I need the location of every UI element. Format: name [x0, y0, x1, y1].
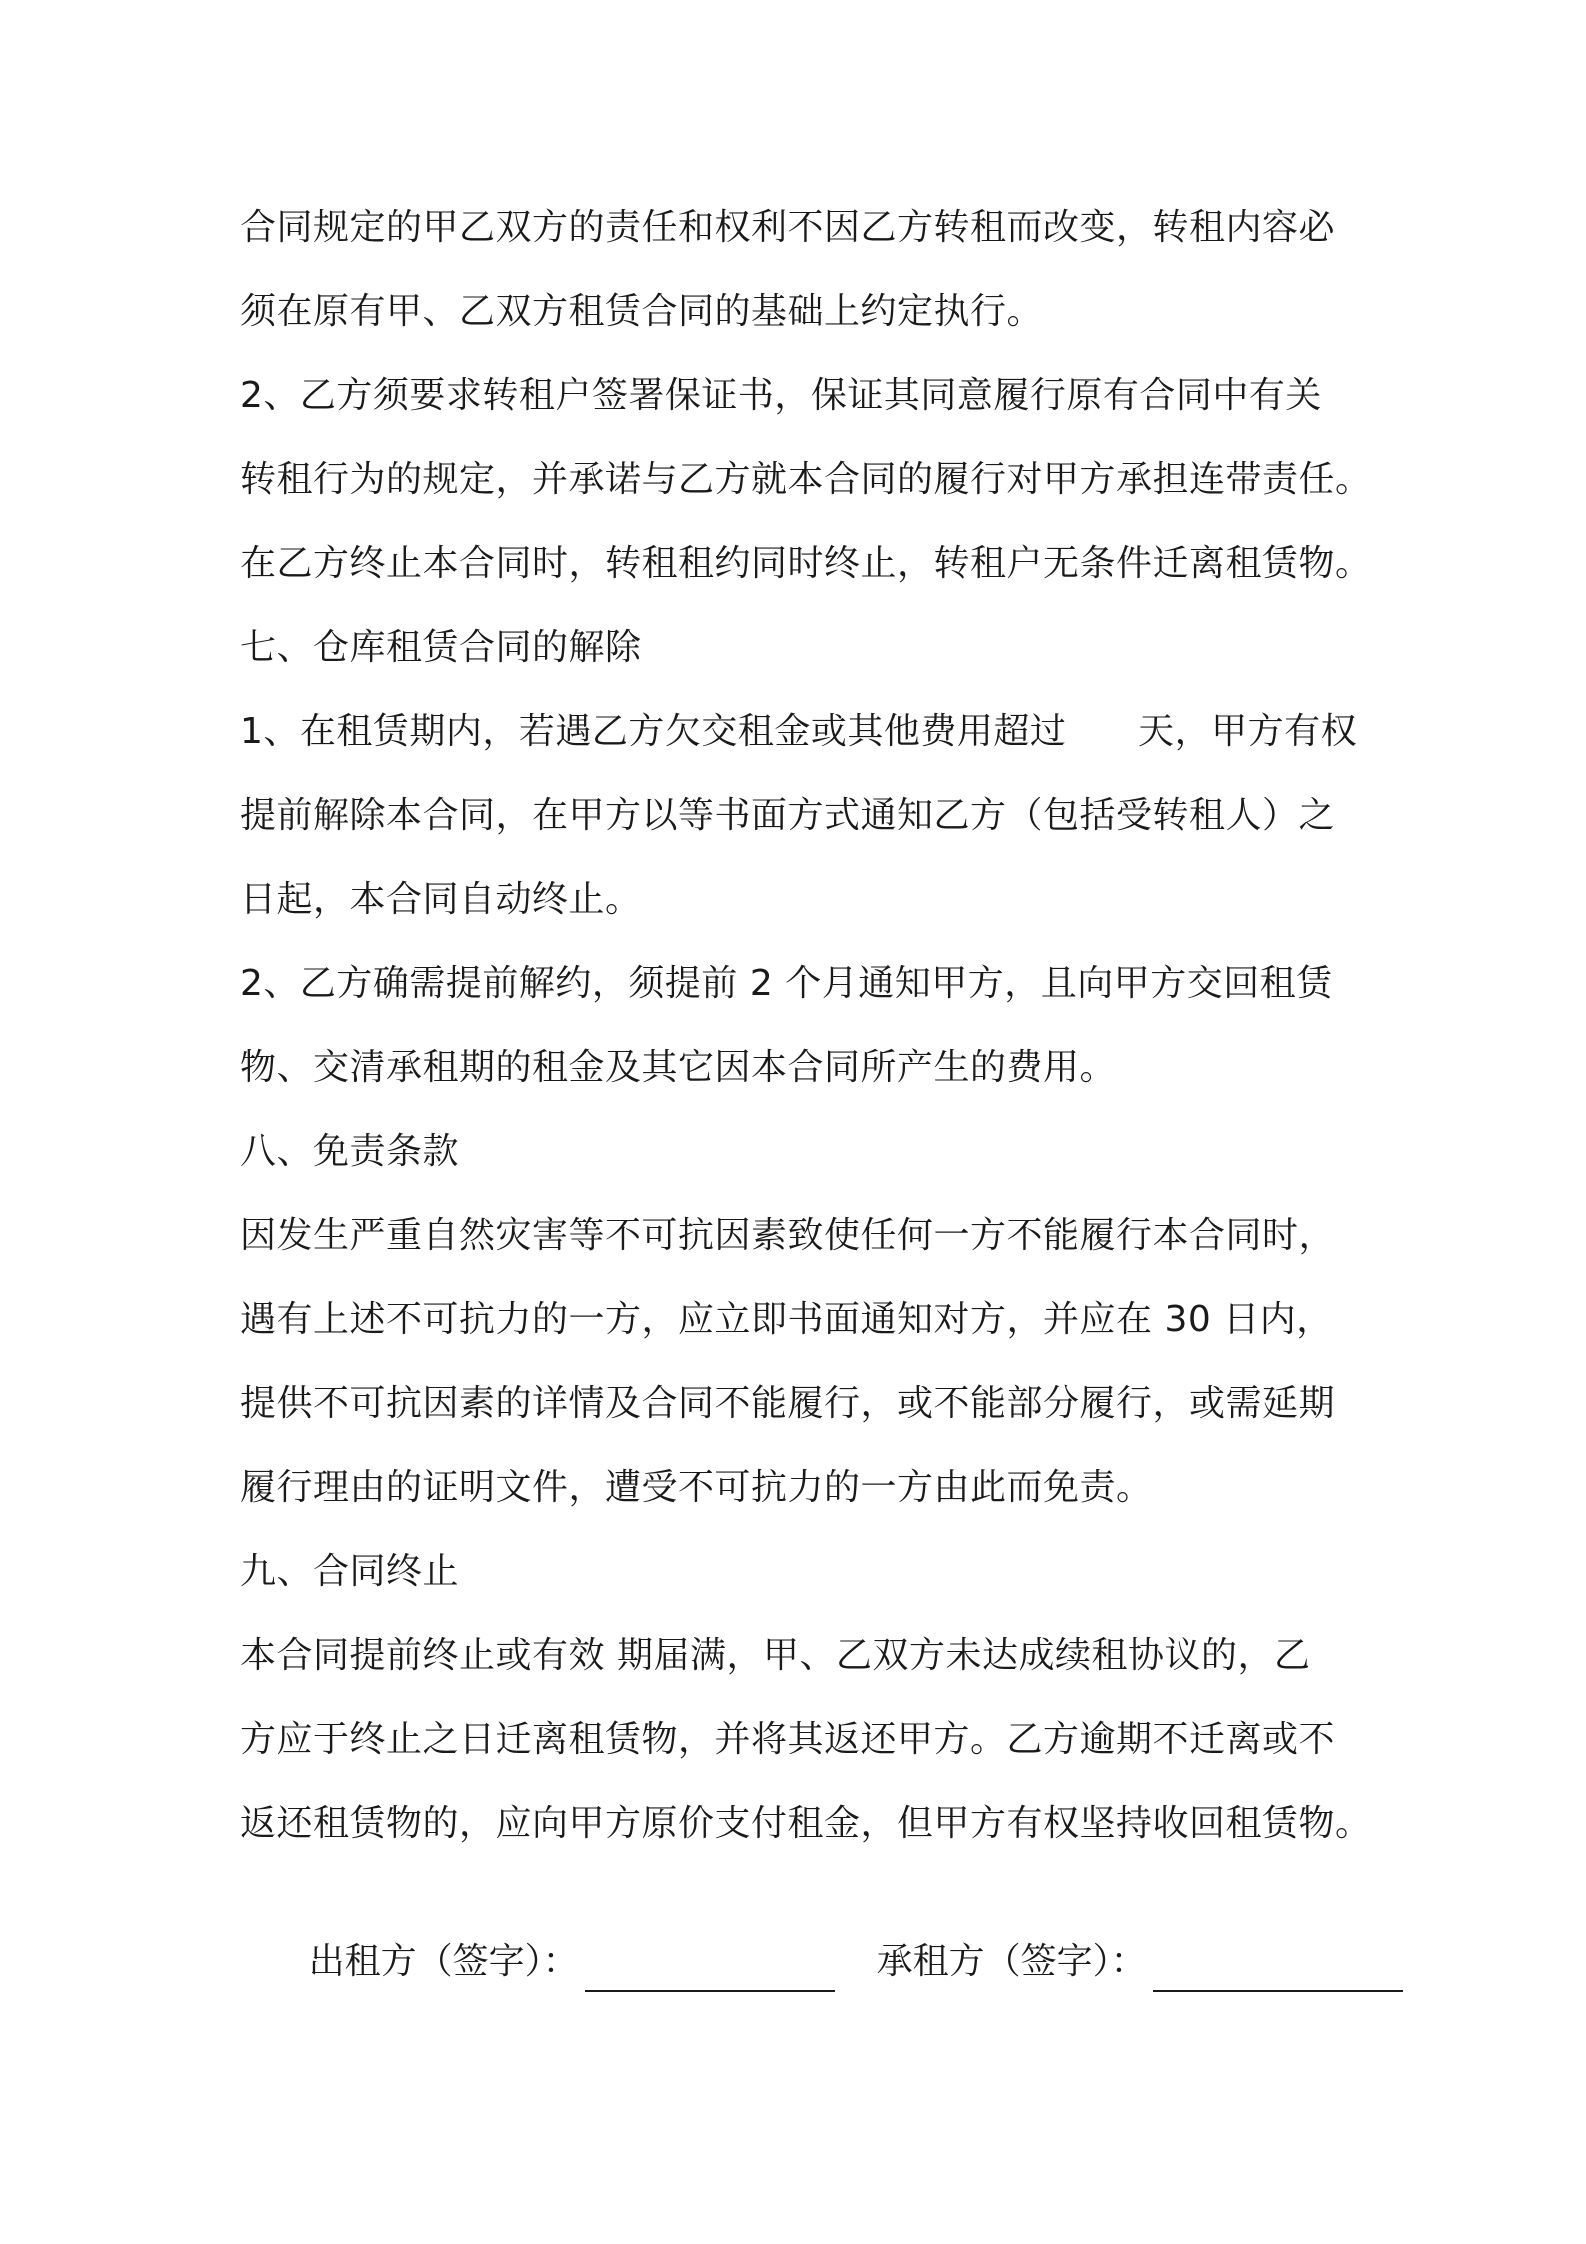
- text-line: 转租行为的规定，并承诺与乙方就本合同的履行对甲方承担连带责任。: [240, 459, 1372, 500]
- signature-row: [240, 1872, 1147, 1982]
- text-line: 2、乙方须要求转租户签署保证书，保证其同意履行原有合同中有关: [240, 375, 1322, 416]
- text-line: 因发生严重自然灾害等不可抗因素致使任何一方不能履行本合同时，: [240, 1215, 1336, 1256]
- text-line: 合同规定的甲乙双方的责任和权利不因乙方转租而改变，转租内容必: [240, 207, 1336, 248]
- text-line: 履行理由的证明文件，遭受不可抗力的一方由此而免责。: [240, 1467, 1153, 1508]
- lessee-signature-label: 承租方（签字）：: [876, 1941, 1147, 1982]
- text-line: 方应于终止之日迁离租赁物，并将其返还甲方。乙方逾期不迁离或不: [240, 1719, 1336, 1760]
- section-heading: 九、合同终止: [240, 1551, 460, 1592]
- text-line: 须在原有甲、乙双方租赁合同的基础上约定执行。: [240, 291, 1044, 332]
- lessor-signature-line[interactable]: [585, 1946, 835, 1992]
- text-line: 2、乙方确需提前解约，须提前 2 个月通知甲方，且向甲方交回租赁: [240, 963, 1333, 1004]
- text-line: 1、在租赁期内，若遇乙方欠交租金或其他费用超过 天，甲方有权: [240, 711, 1358, 752]
- text-line: 本合同提前终止或有效 期届满，甲、乙双方未达成续租协议的，乙: [240, 1635, 1311, 1676]
- text-line: 返还租赁物的，应向甲方原价支付租金，但甲方有权坚持收回租赁物。: [240, 1803, 1372, 1844]
- text-line: 提供不可抗因素的详情及合同不能履行，或不能部分履行，或需延期: [240, 1383, 1336, 1424]
- lessor-signature-label: 出租方（签字）：: [308, 1941, 579, 1982]
- section-heading: 八、免责条款: [240, 1131, 460, 1172]
- lessee-signature: [808, 1872, 1403, 1982]
- text-line: 提前解除本合同，在甲方以等书面方式通知乙方（包括受转租人）之: [240, 795, 1336, 836]
- text-line: 日起，本合同自动终止。: [240, 879, 642, 920]
- section-heading: 七、仓库租赁合同的解除: [240, 627, 642, 668]
- lessee-signature-line[interactable]: [1153, 1946, 1403, 1992]
- text-line: 在乙方终止本合同时，转租租约同时终止，转租户无条件迁离租赁物。: [240, 543, 1372, 584]
- text-line: 遇有上述不可抗力的一方，应立即书面通知对方，并应在 30 日内，: [240, 1299, 1333, 1340]
- lessor-signature: [240, 1872, 835, 1982]
- text-line: 物、交清承租期的租金及其它因本合同所产生的费用。: [240, 1047, 1117, 1088]
